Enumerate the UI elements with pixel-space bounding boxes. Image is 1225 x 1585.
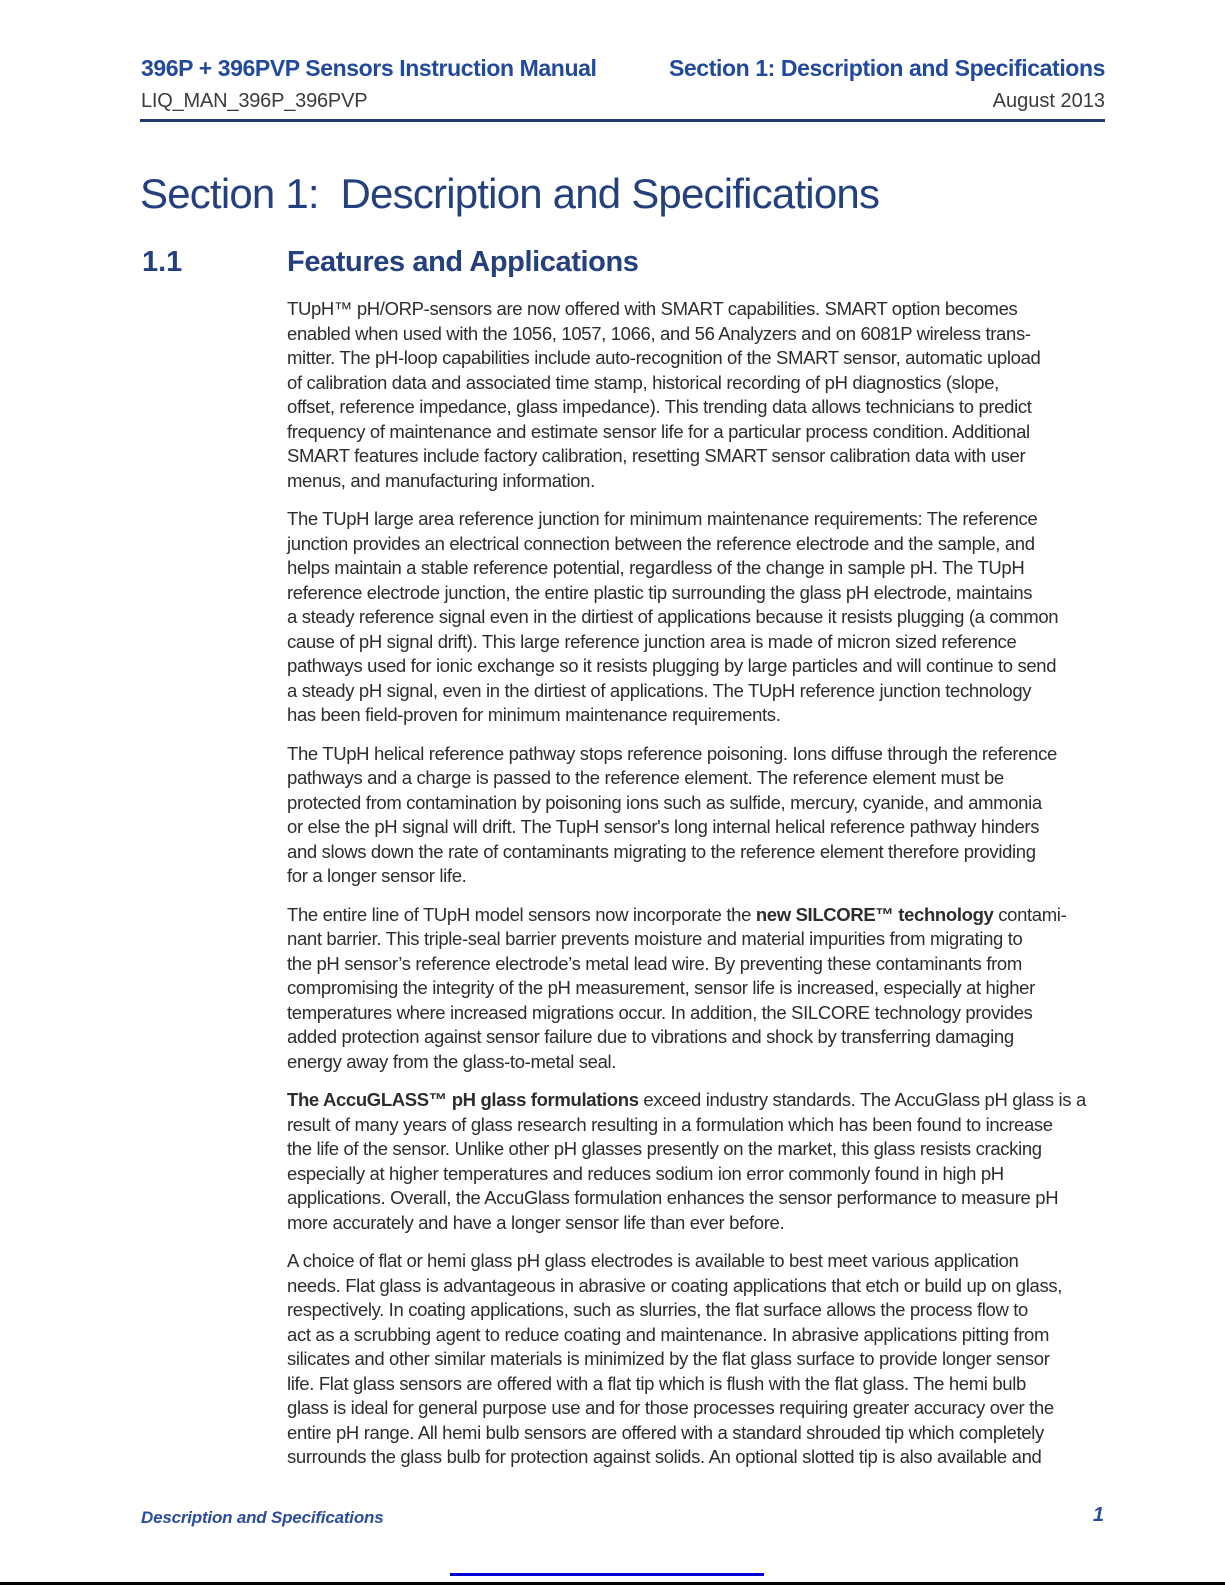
paragraph-line: The TUpH large area reference junction for minimum maintenance requirements: The reference bbox=[287, 508, 1038, 529]
paragraph bbox=[287, 1088, 1122, 1235]
paragraph bbox=[287, 742, 1122, 889]
paragraph-line: or else the pH signal will drift. The TupH sensor's long internal helical reference pathway hinders bbox=[287, 816, 1040, 837]
paragraph-line: and slows down the rate of contaminants migrating to the reference element therefore providing bbox=[287, 840, 1036, 862]
paragraph-line: pathways used for ionic exchange so it resists plugging by large particles and will continue to send bbox=[287, 655, 1057, 676]
paragraph-line: silicates and other similar materials is minimized by the flat glass surface to provide longer sensor bbox=[287, 1348, 1050, 1369]
paragraph-line: entire pH range. All hemi bulb sensors are offered with a standard shrouded tip which completely bbox=[287, 1421, 1044, 1443]
paragraph-line: cause of pH signal drift). This large reference junction area is made of micron sized reference bbox=[287, 630, 1017, 652]
paragraph-line: applications. Overall, the AccuGlass formulation enhances the sensor performance to measure pH bbox=[287, 1187, 1059, 1208]
paragraph-line: TUpH™ pH/ORP-sensors are now offered with SMART capabilities. SMART option becomes bbox=[287, 298, 1018, 319]
paragraph-line: a steady reference signal even in the dirtiest of applications because it resists plugging (a common bbox=[287, 606, 1059, 627]
paragraph-line: compromising the integrity of the pH measurement, sensor life is increased, especially at higher bbox=[287, 977, 1035, 998]
paragraph bbox=[287, 507, 1122, 728]
paragraph-line: junction provides an electrical connection between the reference electrode and the sample, and bbox=[287, 532, 1035, 554]
header-date: August 2013 bbox=[992, 90, 1105, 112]
subsection-number: 1.1 bbox=[142, 246, 183, 278]
header-document-title: 396P + 396PVP Sensors Instruction Manual bbox=[141, 55, 597, 81]
paragraph-line: offset, reference impedance, glass impedance). This trending data allows technicians to predict bbox=[287, 396, 1032, 417]
paragraph-line: reference electrode junction, the entire plastic tip surrounding the glass pH electrode, maintains bbox=[287, 581, 1033, 603]
paragraph-line: a steady pH signal, even in the dirtiest of applications. The TUpH reference junction technology bbox=[287, 679, 1032, 701]
paragraph-line: act as a scrubbing agent to reduce coating and maintenance. In abrasive applications pitting from bbox=[287, 1323, 1050, 1345]
paragraph-line: life. Flat glass sensors are offered with a flat tip which is flush with the flat glass. The hemi bulb bbox=[287, 1372, 1026, 1394]
footer-section-label: Description and Specifications bbox=[141, 1508, 384, 1527]
paragraph-line: A choice of flat or hemi glass pH glass electrodes is available to best meet various application bbox=[287, 1250, 1019, 1271]
paragraph-line: The entire line of TUpH model sensors now incorporate the new SILCORE™ technology contami- bbox=[287, 903, 1067, 925]
paragraph-line: nant barrier. This triple-seal barrier prevents moisture and material impurities from migrating to bbox=[287, 928, 1023, 949]
paragraph-line: enabled when used with the 1056, 1057, 1066, and 56 Analyzers and on 6081P wireless trans- bbox=[287, 322, 1031, 344]
paragraph-line: The AccuGLASS™ pH glass formulations exceed industry standards. The AccuGlass pH glass is a bbox=[287, 1089, 1086, 1110]
paragraph-line: result of many years of glass research resulting in a formulation which has been found to increase bbox=[287, 1113, 1053, 1135]
subsection-title: Features and Applications bbox=[287, 246, 639, 278]
header-section-title: Section 1: Description and Specifications bbox=[668, 55, 1105, 81]
paragraph-line: the pH sensor’s reference electrode’s metal lead wire. By preventing these contaminants from bbox=[287, 952, 1022, 974]
paragraph-line: needs. Flat glass is advantageous in abrasive or coating applications that etch or build up on glass, bbox=[287, 1274, 1063, 1296]
paragraph-line: added protection against sensor failure due to vibrations and shock by transferring damaging bbox=[287, 1026, 1014, 1047]
paragraph bbox=[287, 1249, 1122, 1470]
paragraph-line: especially at higher temperatures and reduces sodium ion error commonly found in high pH bbox=[287, 1162, 1004, 1184]
header-divider bbox=[140, 119, 1105, 122]
paragraph-line: surrounds the glass bulb for protection against solids. An optional slotted tip is also available and bbox=[287, 1446, 1042, 1467]
paragraph-line: temperatures where increased migrations occur. In addition, the SILCORE technology provides bbox=[287, 1001, 1033, 1023]
paragraph-line: the life of the sensor. Unlike other pH glasses presently on the market, this glass resists cracking bbox=[287, 1138, 1042, 1159]
bottom-blue-rule bbox=[450, 1573, 764, 1576]
footer-page-number: 1 bbox=[1092, 1504, 1104, 1526]
paragraph-line: pathways and a charge is passed to the reference element. The reference element must be bbox=[287, 767, 1004, 788]
paragraph bbox=[287, 903, 1122, 1075]
paragraph-line: menus, and manufacturing information. bbox=[287, 469, 595, 491]
paragraph-line: for a longer sensor life. bbox=[287, 865, 467, 886]
paragraph-line: energy away from the glass-to-metal seal. bbox=[287, 1050, 617, 1072]
paragraph bbox=[287, 297, 1122, 493]
paragraph-line: respectively. In coating applications, such as slurries, the flat surface allows the process flow to bbox=[287, 1299, 1028, 1320]
paragraph-line: of calibration data and associated time stamp, historical recording of pH diagnostics (slope, bbox=[287, 371, 999, 393]
paragraph-line: protected from contamination by poisoning ions such as sulfide, mercury, cyanide, and ammonia bbox=[287, 791, 1042, 813]
paragraph-line: frequency of maintenance and estimate sensor life for a particular process condition. Additional bbox=[287, 420, 1030, 442]
page-title: Section 1: Description and Specifications bbox=[140, 170, 880, 217]
paragraph-line: helps maintain a stable reference potential, regardless of the change in sample pH. The TUpH bbox=[287, 557, 1025, 578]
paragraph-line: SMART features include factory calibration, resetting SMART sensor calibration data with user bbox=[287, 445, 1026, 466]
paragraph-line: mitter. The pH-loop capabilities include auto-recognition of the SMART sensor, automatic upload bbox=[287, 347, 1041, 368]
paragraph-line: glass is ideal for general purpose use and for those processes requiring greater accuracy over the bbox=[287, 1397, 1054, 1418]
header-document-id: LIQ_MAN_396P_396PVP bbox=[141, 90, 368, 112]
paragraph-line: has been field-proven for minimum maintenance requirements. bbox=[287, 704, 781, 725]
paragraph-line: The TUpH helical reference pathway stops reference poisoning. Ions diffuse through the reference bbox=[287, 742, 1057, 764]
body-paragraphs bbox=[287, 297, 1122, 1484]
paragraph-line: more accurately and have a longer sensor life than ever before. bbox=[287, 1211, 785, 1233]
